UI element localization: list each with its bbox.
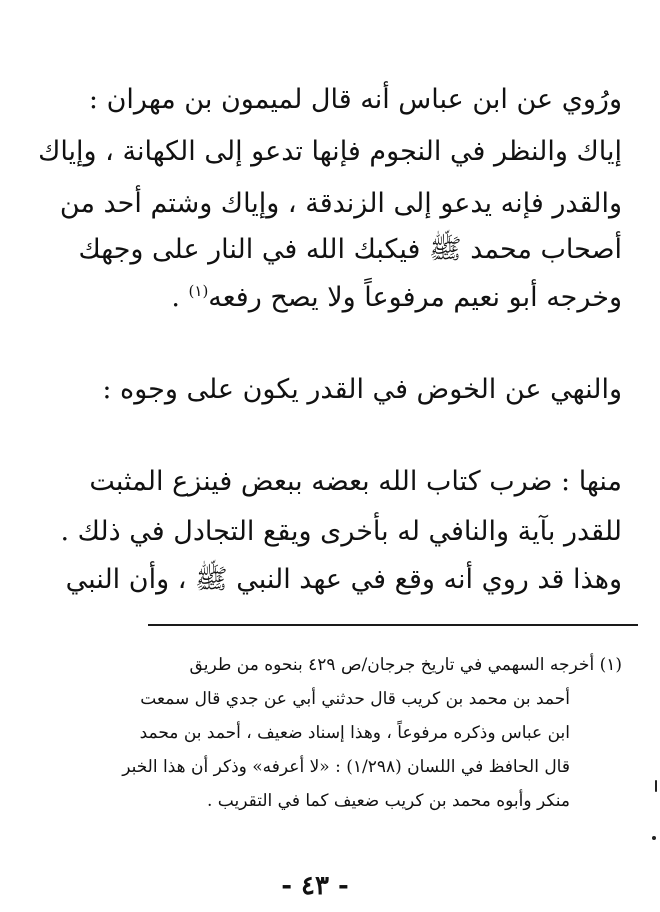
paragraph-3-line-2: للقدر بآية والنافي له بأخرى ويقع التجادل في ذلك . (60, 516, 622, 547)
page-number: - ٤٣ - (281, 871, 349, 901)
footnote-line-5: منكر وأبوه محمد بن كريب ضعيف كما في التقريب . (207, 791, 570, 811)
footnote-number: (١) (599, 655, 622, 675)
footnote-line-2: أحمد بن محمد بن كريب قال حدثني أبي عن جدي قال سمعت (140, 689, 570, 709)
footnote-line-3: ابن عباس وذكره مرفوعاً ، وهذا إسناد ضعيف ، أحمد بن محمد (139, 723, 570, 743)
paragraph-1-line-5 (22, 276, 622, 320)
footnote-line-1-text: أخرجه السهمي في تاريخ جرجان/ص ٤٢٩ بنحوه من طريق (189, 655, 595, 675)
paragraph-1-line-3: والقدر فإنه يدعو إلى الزندقة ، وإياك وشتم أحد من (59, 188, 622, 219)
scan-edge-mark (655, 780, 657, 792)
scan-speck (652, 836, 656, 840)
paragraph-1-end-punctuation: . (171, 282, 189, 313)
footnote-line-4: قال الحافظ في اللسان (١/٢٩٨) : «لا أعرفه» وذكر أن هذا الخبر (122, 757, 570, 777)
paragraph-3-line-1: منها : ضرب كتاب الله بعضه ببعض فينزع المثبت (89, 466, 622, 497)
paragraph-1-line-4: أصحاب محمد ﷺ فيكبك الله في النار على وجهك (78, 234, 622, 265)
paragraph-1-line-2: إياك والنظر في النجوم فإنها تدعو إلى الكهانة ، وإياك (38, 136, 622, 167)
paragraph-3-line-3: وهذا قد روي أنه وقع في عهد النبي ﷺ ، وأن النبي (65, 564, 622, 595)
footnote-separator (148, 624, 638, 626)
paragraph-2-line: والنهي عن الخوض في القدر يكون على وجوه : (102, 374, 622, 405)
paragraph-1-line-1: ورُوي عن ابن عباس أنه قال لميمون بن مهران : (88, 84, 622, 115)
footnote-line-1 (22, 650, 622, 680)
paragraph-1-line-5-text: وخرجه أبو نعيم مرفوعاً ولا يصح رفعه (208, 282, 622, 313)
footnote-reference: (١) (188, 282, 209, 300)
